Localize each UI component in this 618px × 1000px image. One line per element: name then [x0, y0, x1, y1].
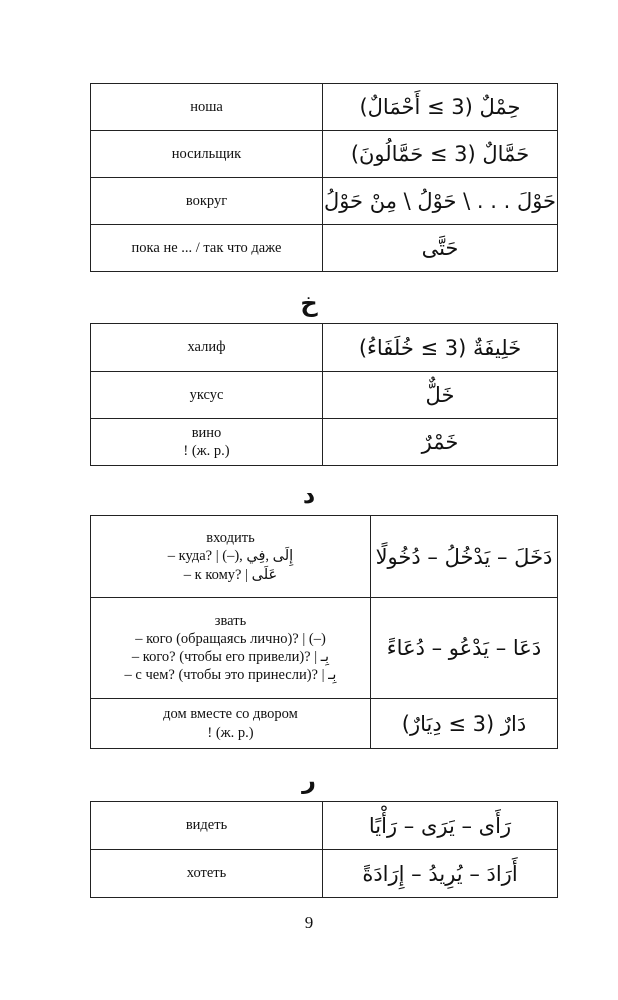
section-letter-ra: ر [302, 766, 316, 794]
arabic-cell: خَلِيفَةٌ (3 ≥ خُلَفَاءُ) [323, 324, 558, 372]
usage-line: – кого (обращаясь лично)? | (–) [135, 630, 326, 647]
gender-note: ! (ж. р.) [183, 443, 230, 459]
russian-text: уксус [189, 386, 224, 403]
russian-cell [91, 802, 323, 850]
russian-cell [91, 699, 371, 749]
vocab-row [91, 84, 558, 131]
russian-cell [91, 178, 323, 225]
arabic-cell: حَتَّى [323, 225, 558, 272]
vocab-row [91, 178, 558, 225]
arabic-cell: دَارٌ (3 ≥ دِيَارٌ) [371, 699, 558, 749]
russian-text: входить [206, 530, 255, 547]
arabic-cell: رَأَى – يَرَى – رَأْيًا [323, 802, 558, 850]
section-letter-dal: د [302, 481, 316, 509]
russian-text: видеть [185, 817, 228, 834]
russian-cell [91, 419, 323, 466]
russian-cell [91, 225, 323, 272]
section-letter-kha: خ [300, 289, 318, 317]
vocab-row [91, 419, 558, 466]
russian-text: халиф [187, 339, 226, 356]
vocab-row [91, 850, 558, 898]
russian-text: носильщик [171, 145, 242, 162]
vocab-row [91, 131, 558, 178]
russian-cell [91, 131, 323, 178]
vocab-table-dal [90, 515, 558, 749]
arabic-cell: دَخَلَ – يَدْخُلُ – دُخُولًا [371, 516, 558, 598]
vocab-row [91, 598, 558, 699]
russian-text: хотеть [186, 865, 227, 882]
russian-text: звать [214, 612, 247, 629]
russian-text: пока не ... / так что даже [131, 239, 282, 256]
arabic-cell: دَعَا – يَدْعُو – دُعَاءً [371, 598, 558, 699]
arabic-cell: خَمْرٌ [323, 419, 558, 466]
russian-cell [91, 84, 323, 131]
vocab-row [91, 324, 558, 372]
russian-cell [91, 850, 323, 898]
gender-note: ! (ж. р.) [207, 724, 254, 741]
arabic-cell: حِمْلٌ (3 ≥ أَحْمَالٌ) [323, 84, 558, 131]
vocab-row [91, 372, 558, 419]
arabic-cell: أَرَادَ – يُرِيدُ – إِرَادَةً [323, 850, 558, 898]
russian-text: вино [191, 424, 222, 441]
vocab-table-ha [90, 83, 558, 272]
vocab-table-ra [90, 801, 558, 898]
arabic-cell: حَوْلَ . . . \ حَوْلُ \ مِنْ حَوْلُ [323, 178, 558, 225]
vocab-row [91, 225, 558, 272]
arabic-cell: حَمَّالٌ (3 ≥ حَمَّالُونَ) [323, 131, 558, 178]
usage-line: – куда? | (–), إِلَى ,فِي [167, 548, 294, 565]
usage-line: – с чем? (чтобы это принесли)? | بِـ [124, 667, 337, 684]
russian-text: ноша [190, 98, 223, 115]
vocab-row [91, 699, 558, 749]
page-number: 9 [304, 913, 314, 932]
russian-cell [91, 324, 323, 372]
vocab-row [91, 802, 558, 850]
usage-line: – кого? (чтобы его привели)? | بِـ [131, 649, 330, 665]
russian-cell [91, 598, 371, 699]
usage-line: – к кому? | عَلَى [183, 566, 278, 583]
russian-cell [91, 516, 371, 598]
russian-cell [91, 372, 323, 419]
russian-text: дом вместе со двором [163, 706, 298, 723]
vocab-row [91, 516, 558, 598]
russian-text: вокруг [185, 192, 228, 209]
vocab-table-kha [90, 323, 558, 466]
arabic-cell: خَلٌّ [323, 372, 558, 419]
